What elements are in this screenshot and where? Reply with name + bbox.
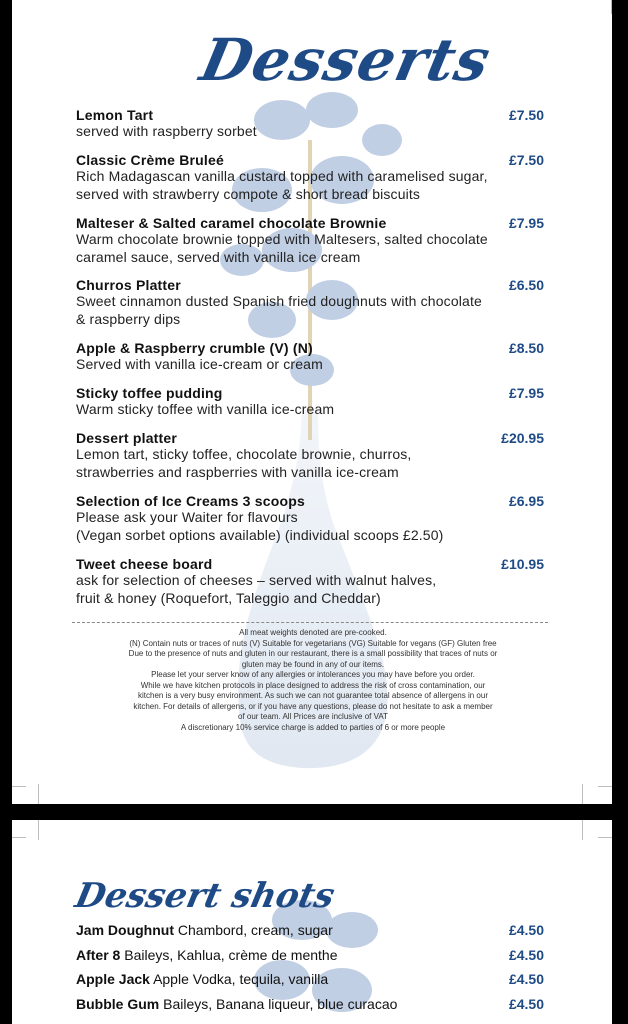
- crop-mark: [38, 784, 39, 804]
- menu-item: [76, 107, 544, 141]
- item-price: £7.95: [508, 215, 544, 231]
- menu-item: [76, 215, 544, 266]
- note-line: A discretionary 10% service charge is added to parties of 6 or more people: [180, 722, 446, 732]
- note-line: of our team. All Prices are inclusive of VAT: [238, 712, 388, 721]
- crop-mark: [582, 784, 583, 804]
- page-title: Desserts: [194, 26, 497, 94]
- divider: [72, 622, 548, 623]
- item-description: Warm chocolate brownie topped with Maltesers, salted chocolate: [76, 231, 488, 247]
- item-description: Sweet cinnamon dusted Spanish fried doughnuts with chocolate: [76, 293, 482, 309]
- note-line: kitchen. For details of allergens, or if you have any questions, please do not hesitate to ask a member: [133, 701, 493, 711]
- item-price: £20.95: [501, 430, 544, 446]
- shot-description: Chambord, cream, sugar: [177, 922, 333, 938]
- menu-item: [76, 340, 544, 374]
- note-line: While we have kitchen protocols in place designed to address the risk of cross contamination, our: [140, 680, 486, 690]
- shot-price: £4.50: [508, 947, 544, 963]
- crop-mark: [598, 837, 612, 838]
- menu-item: [76, 152, 544, 203]
- item-description: Please ask your Waiter for flavours: [76, 509, 298, 525]
- item-name: Lemon Tart: [76, 107, 154, 123]
- item-name: Malteser & Salted caramel chocolate Brownie: [76, 215, 387, 231]
- shot-item: [76, 971, 544, 987]
- item-description: Lemon tart, sticky toffee, chocolate brownie, churros,: [76, 446, 412, 462]
- menu-item: [76, 493, 544, 544]
- shot-name: Jam Doughnut: [76, 922, 174, 938]
- crop-mark: [611, 0, 612, 14]
- item-price: £7.50: [508, 152, 544, 168]
- item-price: £7.50: [508, 107, 544, 123]
- item-description: (Vegan sorbet options available) (individual scoops £2.50): [76, 526, 444, 543]
- item-description: Served with vanilla ice-cream or cream: [76, 356, 323, 372]
- note-line: kitchen is a very busy environment. As such we can not guarantee total absence of allergens in our: [138, 691, 488, 700]
- item-name: Classic Crème Bruleé: [76, 152, 224, 168]
- item-description: Warm sticky toffee with vanilla ice-cream: [76, 401, 335, 417]
- item-name: Sticky toffee pudding: [76, 385, 223, 401]
- shot-description: Baileys, Kahlua, crème de menthe: [124, 947, 338, 963]
- item-name: Dessert platter: [76, 430, 178, 446]
- shot-description: Apple Vodka, tequila, vanilla: [153, 971, 329, 987]
- item-description: caramel sauce, served with vanilla ice cream: [76, 248, 361, 265]
- item-description: served with strawberry compote & short bread biscuits: [76, 185, 421, 202]
- item-price: £6.50: [508, 277, 544, 293]
- shot-item: [76, 996, 544, 1012]
- shot-name: Apple Jack: [76, 971, 150, 987]
- item-price: £8.50: [508, 340, 544, 356]
- item-description: ask for selection of cheeses – served with walnut halves,: [76, 572, 437, 588]
- shot-description: Baileys, Banana liqueur, blue curacao: [163, 996, 398, 1012]
- shot-price: £4.50: [508, 922, 544, 938]
- menu-item: [76, 385, 544, 419]
- item-name: Tweet cheese board: [76, 556, 213, 572]
- crop-mark: [38, 820, 39, 840]
- menu-item: [76, 277, 544, 328]
- menu-item: [76, 556, 544, 607]
- item-name: Churros Platter: [76, 277, 181, 293]
- shot-item: [76, 947, 544, 963]
- item-description: served with raspberry sorbet: [76, 123, 257, 139]
- item-name: Selection of Ice Creams 3 scoops: [76, 493, 305, 509]
- note-line: Due to the presence of nuts and gluten in our restaurant, there is a small possibility that traces of nuts or: [128, 649, 498, 658]
- item-description: & raspberry dips: [76, 310, 181, 327]
- crop-mark: [12, 786, 26, 787]
- item-price: £6.95: [508, 493, 544, 509]
- item-description: Rich Madagascan vanilla custard topped with caramelised sugar,: [76, 168, 488, 184]
- note-line: gluten may be found in any of our items.: [241, 659, 385, 669]
- dessert-shots-page: [12, 820, 612, 1024]
- shot-name: After 8: [76, 947, 121, 963]
- menu-item: [76, 430, 544, 481]
- shot-name: Bubble Gum: [76, 996, 160, 1012]
- allergen-notes: [76, 628, 550, 733]
- shot-price: £4.50: [508, 996, 544, 1012]
- item-name: Apple & Raspberry crumble (V) (N): [76, 340, 313, 356]
- shot-price: £4.50: [508, 971, 544, 987]
- crop-mark: [582, 820, 583, 840]
- item-price: £10.95: [501, 556, 544, 572]
- note-line: (N) Contain nuts or traces of nuts (V) Suitable for vegetarians (VG) Suitable for vegans (GF) Gluten free: [129, 638, 497, 648]
- note-line: Please let your server know of any allergies or intolerances you may have before you order.: [151, 670, 475, 679]
- crop-mark: [12, 837, 26, 838]
- crop-mark: [598, 786, 612, 787]
- item-price: £7.95: [508, 385, 544, 401]
- section-title: Dessert shots: [71, 876, 339, 916]
- shot-item: [76, 922, 544, 938]
- item-description: fruit & honey (Roquefort, Taleggio and Cheddar): [76, 589, 381, 606]
- item-description: strawberries and raspberries with vanilla ice-cream: [76, 463, 399, 480]
- dessert-menu-page: [12, 0, 612, 804]
- note-line: All meat weights denoted are pre-cooked.: [239, 628, 387, 637]
